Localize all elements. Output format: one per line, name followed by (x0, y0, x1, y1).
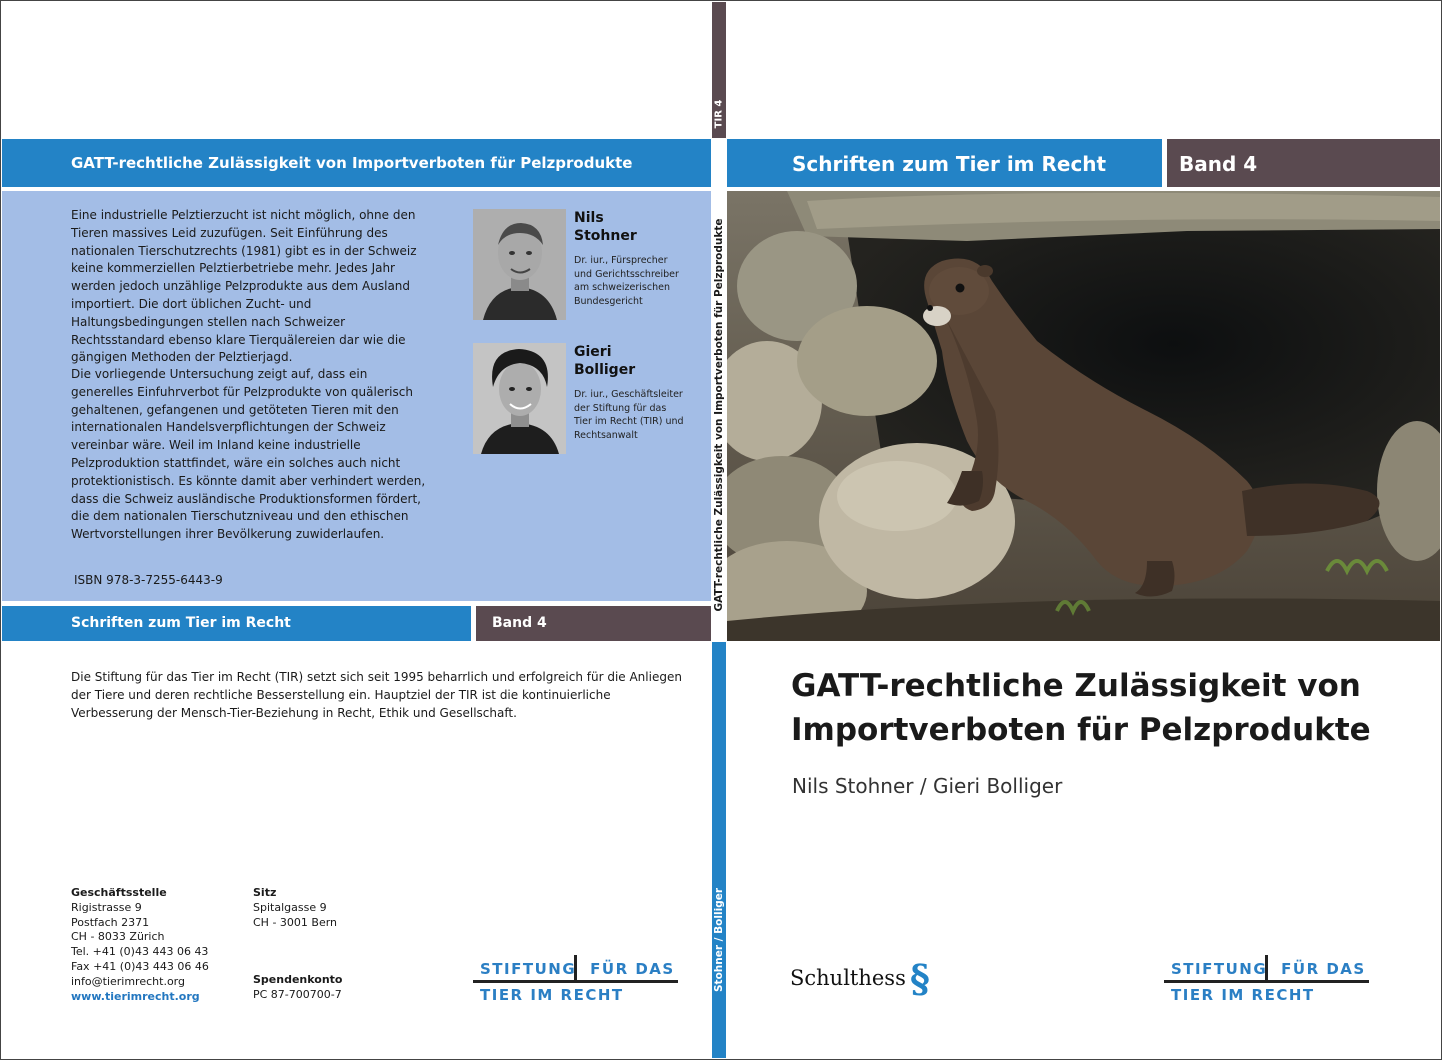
front-authors: Nils Stohner / Gieri Bolliger (792, 774, 1063, 798)
author-description-stohner: Dr. iur., Fürsprecher und Gerichtsschreiber am schweizerischen Bundesgericht (574, 255, 679, 307)
logo-word-left: STIFTUNG (480, 960, 577, 978)
portrait-image (473, 343, 566, 454)
front-title (791, 664, 1431, 752)
donation-line: PC 87-700700-7 (253, 987, 342, 1001)
address-seat-heading: Sitz (253, 886, 277, 899)
front-title-line-2: Importverboten für Pelzprodukte (791, 712, 1371, 748)
phone-line: Tel. +41 (0)43 443 06 43 (71, 945, 209, 959)
author-first-name: Gieri (574, 344, 612, 360)
spine-title-text: GATT-rechtliche Zulässigkeit von Importverboten für Pelzprodukte (713, 218, 725, 612)
author-description-bolliger: Dr. iur., Geschäftsleiter der Stiftung für das Tier im Recht (TIR) und Rechtsanwalt (574, 389, 684, 441)
back-series-bar (2, 606, 471, 641)
publisher-logo (790, 958, 940, 1006)
publisher-name: Schulthess (790, 966, 906, 990)
front-series-label: Schriften zum Tier im Recht (792, 152, 1107, 176)
spine-title (712, 190, 726, 640)
website-link[interactable]: www.tierimrecht.org (71, 989, 200, 1003)
foundation-description: Die Stiftung für das Tier im Recht (TIR) setzt sich seit 1995 beharrlich und erfolgreich für die Anliegen der Tiere und deren rechtliche Besserstellung ein. Hauptziel der TIR ist die kontinuierliche Verbesserung der Mensch-Tier-Beziehung in Recht, Ethik und Gesellschaft. (71, 670, 682, 720)
logo-line-2: TIER IM RECHT (1171, 986, 1315, 1004)
address-seat (253, 886, 337, 930)
back-header-title: GATT-rechtliche Zulässigkeit von Importverboten für Pelzprodukte (71, 154, 633, 172)
front-band-bar (1167, 139, 1440, 187)
spine-series-text: TIR 4 (713, 99, 725, 129)
author-name-bolliger (574, 343, 694, 379)
donation-heading: Spendenkonto (253, 973, 343, 986)
donation-account (253, 973, 342, 1003)
logo-word-right: FÜR DAS (1281, 960, 1366, 978)
back-header-bar (2, 139, 711, 187)
address-line: CH - 3001 Bern (253, 915, 338, 929)
address-office-heading: Geschäftsstelle (71, 886, 167, 899)
address-office (71, 886, 209, 1004)
cover-photo-mink (727, 191, 1440, 641)
section-sign-icon: § (910, 956, 930, 1001)
author-last-name: Bolliger (574, 362, 636, 378)
front-band-label: Band 4 (1179, 152, 1258, 176)
blurb-paragraph-1: Eine industrielle Pelztierzucht ist nicht möglich, ohne den Tieren massives Leid zuzufügen. Seit Einführung des nationalen Tierschutzrechts (1981) gibt es in der Schweiz keine kommerziellen Pelztierbetriebe mehr. Jedes Jahr werden jedoch unzählige Pelzprodukte aus dem Ausland importiert. Die dort üblichen Zucht- und Haltungsbedingungen stellen nach Schweizer Rechtsstandard ebenso klare Tierquälereien dar wie die gängigen Methoden der Pelztierjagd. (71, 208, 417, 365)
portrait-image (473, 209, 566, 320)
email-line: info@tierimrecht.org (71, 974, 185, 988)
fax-line: Fax +41 (0)43 443 06 46 (71, 959, 209, 973)
mink-photo-image (727, 191, 1440, 641)
logo-line-1 (1171, 960, 1366, 978)
tir-logo-front (1164, 955, 1369, 1005)
front-title-line-1: GATT-rechtliche Zulässigkeit von (791, 668, 1361, 704)
author-portrait-bolliger (473, 343, 566, 454)
logo-rule (473, 980, 678, 983)
logo-rule (1164, 980, 1369, 983)
author-first-name: Nils (574, 210, 604, 226)
author-name-stohner (574, 209, 694, 245)
front-series-bar (727, 139, 1162, 187)
blurb-paragraph-2: Die vorliegende Untersuchung zeigt auf, dass ein generelles Einfuhrverbot für Pelzprodukte von quälerisch gehaltenen, gefangenen und getöteten Tieren mit den internationalen Handelsverpflichtungen der Schweiz vereinbar wäre. Weil im Inland keine industrielle Pelzproduktion stattfindet, wäre ein solches auch nicht protektionistisch. Es könnte damit aber verhindert werden, dass die Schweiz ausländische Produktionsformen fördert, die dem nationalen Tierschutzniveau und den ethischen Wertvorstellungen ihrer Bevölkerung zuwiderlaufen. (71, 367, 426, 542)
address-line: Spitalgasse 9 (253, 900, 327, 914)
logo-line-2: TIER IM RECHT (480, 986, 624, 1004)
logo-word-right: FÜR DAS (590, 960, 675, 978)
logo-word-left: STIFTUNG (1171, 960, 1268, 978)
back-band-label: Band 4 (492, 615, 547, 631)
back-blurb-panel (2, 191, 711, 601)
back-series-label: Schriften zum Tier im Recht (71, 615, 291, 631)
spine-authors-text: Stohner / Bolliger (713, 887, 725, 993)
address-line: CH - 8033 Zürich (71, 930, 165, 944)
logo-line-1 (480, 960, 675, 978)
spine-series (712, 96, 726, 132)
author-last-name: Stohner (574, 228, 637, 244)
tir-logo-back (473, 955, 678, 1005)
address-line: Postfach 2371 (71, 915, 150, 929)
address-line: Rigistrasse 9 (71, 900, 142, 914)
author-portrait-stohner (473, 209, 566, 320)
back-band-bar (476, 606, 711, 641)
spine-authors (712, 875, 726, 1005)
isbn: ISBN 978-3-7255-6443-9 (74, 573, 223, 587)
